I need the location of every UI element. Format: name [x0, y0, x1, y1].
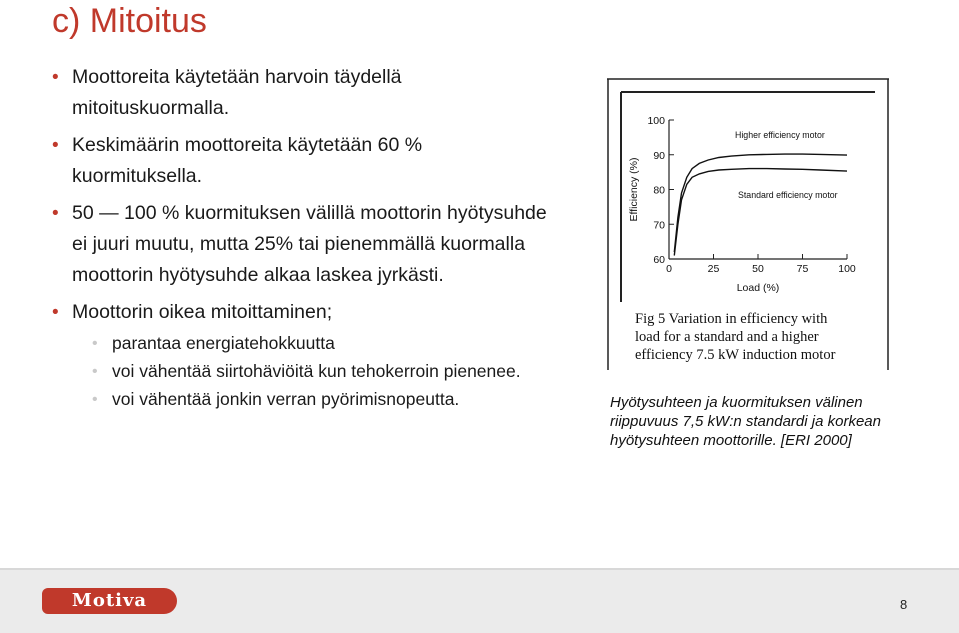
chart-figure: [607, 78, 889, 372]
bullet-item: • Moottoreita käytetään harvoin täydellä mitoituskuormalla.: [52, 62, 552, 124]
series-line: [674, 169, 847, 256]
x-tick-label: 100: [838, 263, 856, 275]
y-tick-label: 80: [653, 184, 665, 197]
motiva-logo: [42, 588, 177, 614]
x-tick-label: 0: [666, 263, 672, 275]
sub-bullet-item: • voi vähentää siirtohäviöitä kun tehokerroin pienenee.: [52, 359, 552, 384]
y-axis-label: Efficiency (%): [628, 157, 640, 222]
bullet-list: [52, 62, 552, 415]
y-tick-label: 100: [647, 115, 665, 127]
bullet-item: • Moottorin oikea mitoittaminen;: [52, 297, 552, 328]
sub-bullet-item: • voi vähentää jonkin verran pyörimisnopeutta.: [52, 387, 552, 412]
x-tick-label: 25: [707, 263, 720, 275]
figure-caption-line: Fig 5 Variation in efficiency with: [635, 311, 828, 327]
figure-caption: [635, 310, 875, 364]
slide-caption: Hyötysuhteen ja kuormituksen välinen riippuvuus 7,5 kW:n standardi ja korkean hyötysuhteen moottorille. [ERI 2000]: [610, 394, 881, 449]
footer-divider: [0, 568, 959, 570]
series-label: Higher efficiency motor: [735, 130, 825, 140]
sub-bullet-item: • parantaa energiatehokkuutta: [52, 331, 552, 356]
page-number: 8: [900, 597, 908, 612]
bullet-item: • 50 — 100 % kuormituksen välillä moottorin hyötysuhde ei juuri muutu, mutta 25% tai pienemmällä kuormalla moottorin hyötysuhde alkaa laskea jyrkästi.: [52, 198, 552, 291]
bullet-item: • Keskimäärin moottoreita käytetään 60 % kuormituksella.: [52, 130, 552, 192]
y-tick-label: 70: [653, 219, 665, 232]
slide-title: c) Mitoitus: [52, 2, 207, 40]
y-tick-label: 60: [653, 254, 665, 266]
figure-caption-line: load for a standard and a higher: [635, 329, 819, 345]
series-label: Standard efficiency motor: [738, 190, 838, 200]
figure-caption-line: efficiency 7.5 kW induction motor: [635, 347, 836, 363]
x-tick-label: 75: [796, 263, 809, 275]
x-axis-label: Load (%): [736, 282, 780, 294]
y-tick-label: 90: [653, 149, 665, 162]
x-tick-label: 50: [752, 263, 764, 275]
logo-text: Motiva: [71, 590, 148, 611]
